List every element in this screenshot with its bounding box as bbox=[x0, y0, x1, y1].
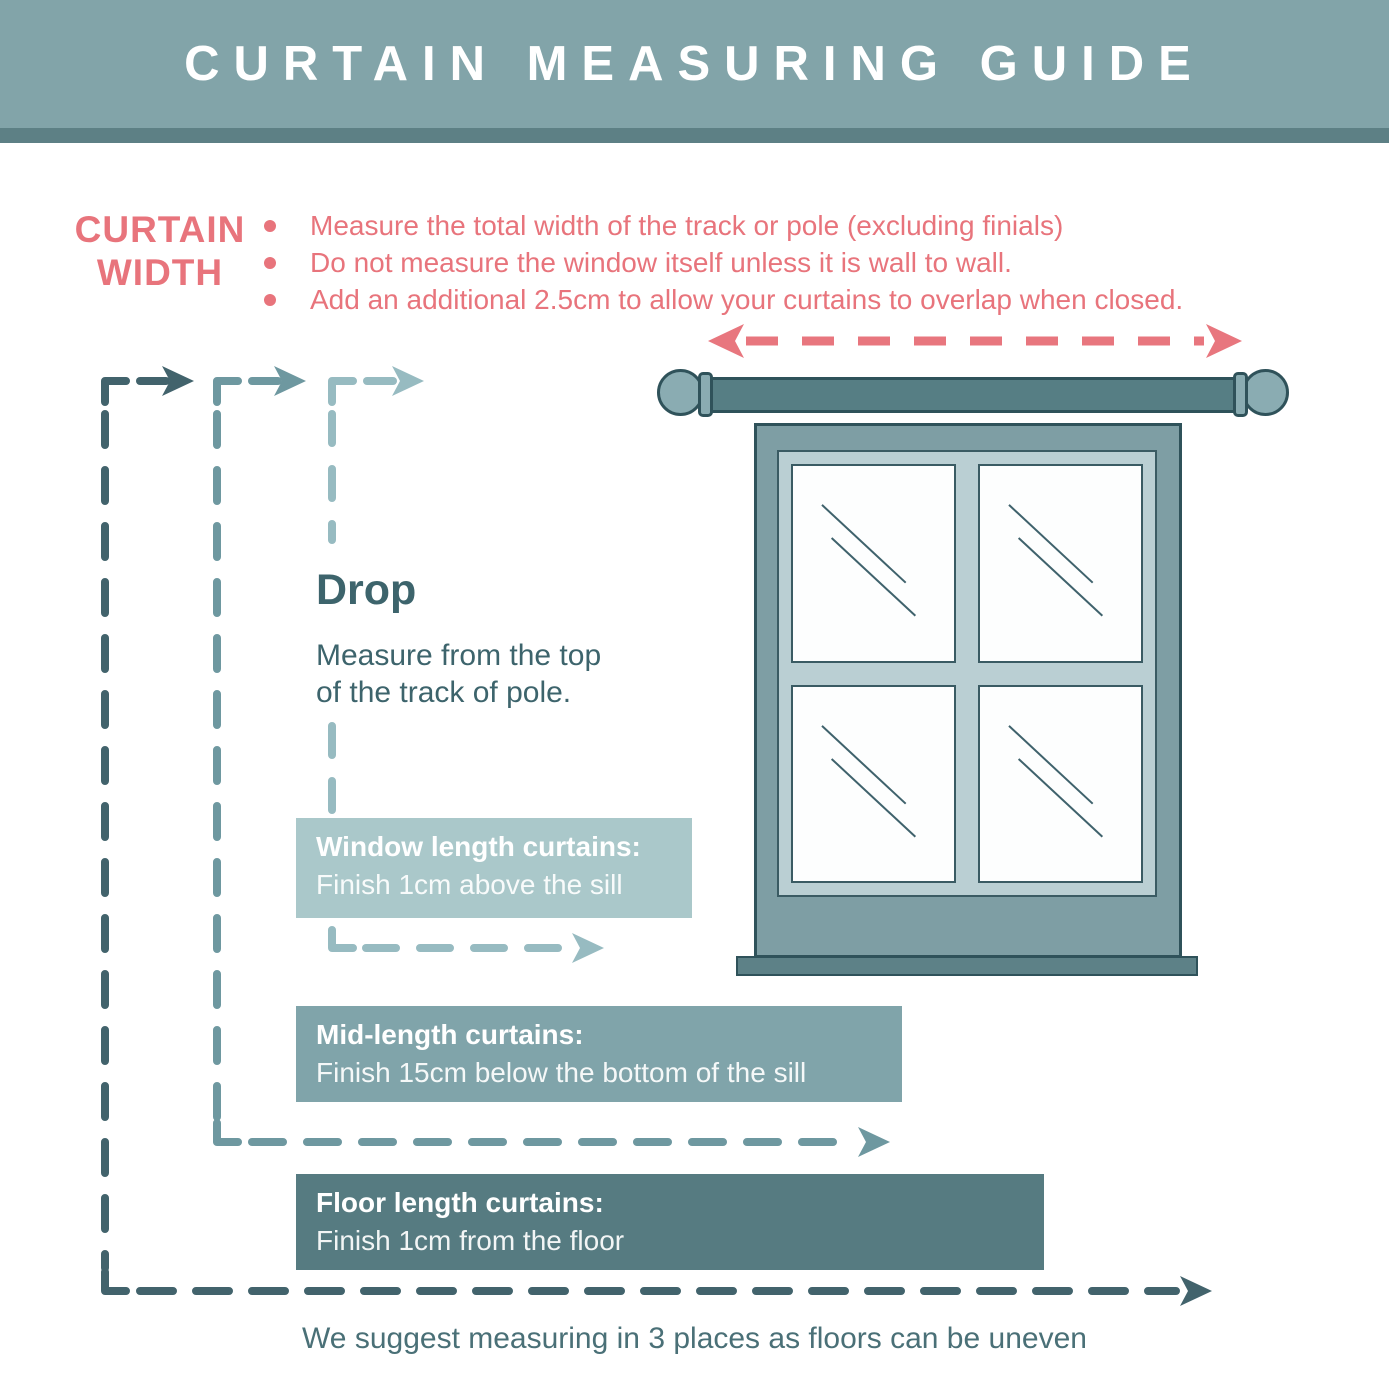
floor-length-box bbox=[296, 1174, 1044, 1270]
curtain-width-label-line1: CURTAIN bbox=[74, 209, 246, 250]
width-measure-arrow bbox=[708, 324, 1242, 358]
curtain-width-bullets bbox=[264, 207, 1183, 318]
window-illustration bbox=[754, 423, 1182, 958]
pole-collar-left bbox=[698, 372, 713, 417]
glass-reflection-icon bbox=[793, 687, 954, 882]
bullet-item bbox=[264, 244, 1183, 281]
bullet-dot-icon bbox=[264, 257, 276, 269]
page-title: CURTAIN MEASURING GUIDE bbox=[184, 37, 1205, 91]
floor-length-title: Floor length curtains: bbox=[316, 1187, 604, 1218]
drop-heading: Drop bbox=[316, 566, 417, 614]
bullet-dot-icon bbox=[264, 220, 276, 232]
glass-reflection-icon bbox=[980, 466, 1141, 661]
pole-finial-right bbox=[1242, 369, 1289, 416]
bullet-text: Add an additional 2.5cm to allow your curtains to overlap when closed. bbox=[310, 283, 1184, 315]
arrow-right-icon bbox=[274, 366, 306, 396]
arrow-right-icon bbox=[392, 366, 424, 396]
arrow-right-icon bbox=[858, 1127, 890, 1157]
arrow-right-icon bbox=[1206, 324, 1242, 358]
bullet-text: Measure the total width of the track or pole (excluding finials) bbox=[310, 209, 1064, 241]
window-length-subtitle: Finish 1cm above the sill bbox=[316, 869, 623, 900]
curtain-width-label bbox=[58, 208, 262, 294]
window-inner-frame bbox=[777, 450, 1157, 897]
window-length-title: Window length curtains: bbox=[316, 831, 641, 862]
pole-finial-left bbox=[657, 369, 704, 416]
window-pane bbox=[791, 464, 956, 663]
arrow-right-icon bbox=[1180, 1276, 1212, 1306]
pole-collar-right bbox=[1233, 372, 1248, 417]
header-strip bbox=[0, 128, 1389, 143]
mid-length-subtitle: Finish 15cm below the bottom of the sill bbox=[316, 1057, 807, 1088]
window-pane bbox=[978, 685, 1143, 884]
footer-note: We suggest measuring in 3 places as floors can be uneven bbox=[302, 1322, 1087, 1355]
floor-length-subtitle: Finish 1cm from the floor bbox=[316, 1225, 625, 1256]
header-banner bbox=[0, 0, 1389, 128]
mid-length-box bbox=[296, 1006, 902, 1102]
curtain-pole bbox=[710, 377, 1237, 413]
drop-description-line1: Measure from the top bbox=[316, 639, 602, 672]
bullet-dot-icon bbox=[264, 294, 276, 306]
mid-length-title: Mid-length curtains: bbox=[316, 1019, 584, 1050]
drop-description bbox=[316, 637, 601, 711]
window-pane bbox=[978, 464, 1143, 663]
drop-description-line2: of the track of pole. bbox=[316, 676, 572, 709]
arrow-right-icon bbox=[162, 366, 194, 396]
bullet-item bbox=[264, 207, 1183, 244]
window-length-box bbox=[296, 818, 692, 918]
window-sill bbox=[736, 956, 1198, 976]
glass-reflection-icon bbox=[793, 466, 954, 661]
bullet-text: Do not measure the window itself unless it is wall to wall. bbox=[310, 246, 1012, 278]
curtain-width-label-line2: WIDTH bbox=[96, 252, 224, 293]
glass-reflection-icon bbox=[980, 687, 1141, 882]
arrow-left-icon bbox=[708, 324, 744, 358]
window-pane bbox=[791, 685, 956, 884]
arrow-right-icon bbox=[572, 933, 604, 963]
bullet-item bbox=[264, 281, 1183, 318]
